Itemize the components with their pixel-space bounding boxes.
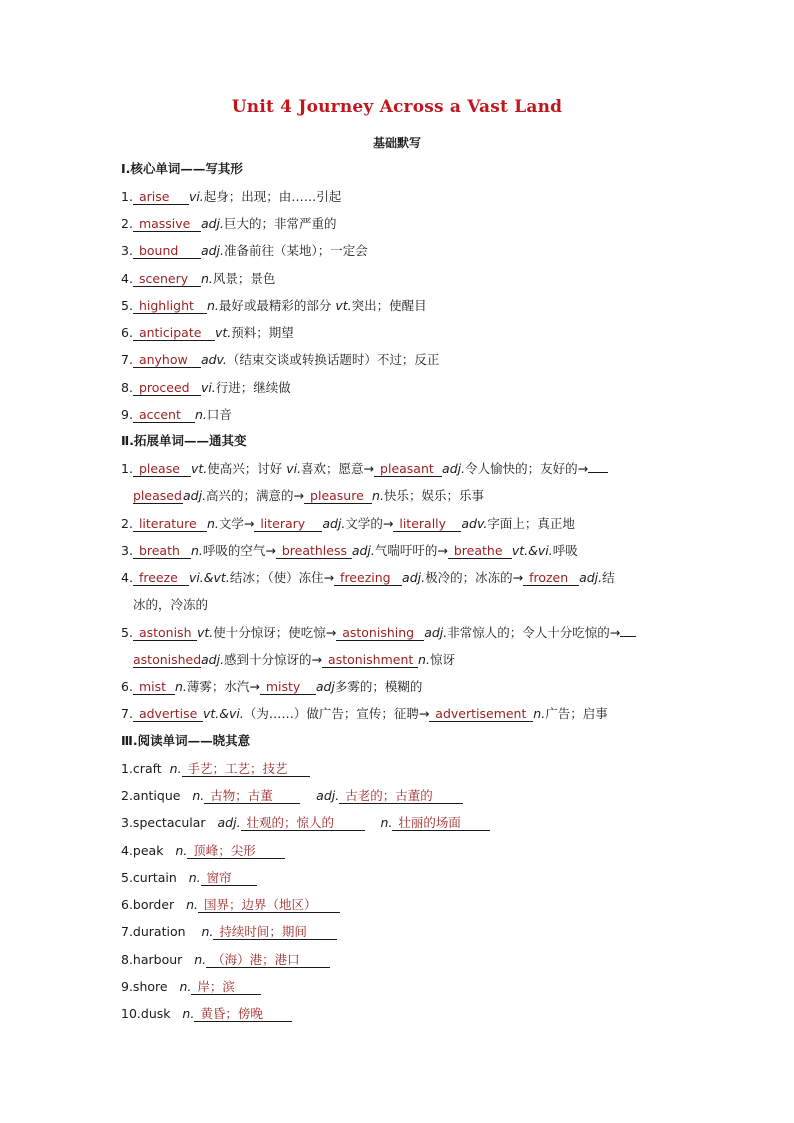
vocab-item: 5. highlight n.最好或最精彩的部分 vt.突出；使醒目 — [121, 298, 427, 313]
vocab-item: 6. anticipate vt.预料；期望 — [121, 325, 294, 340]
answer-blank: frozen — [523, 571, 579, 586]
word-family-item: 1. please vt.使高兴；讨好 vi.喜欢；愿意→ pleasant adj.令人愉快的；友好的→ — [121, 461, 608, 477]
reading-item: 1.craft n. 手艺；工艺；技艺 — [121, 761, 310, 777]
reading-item: 6.border n. 国界；边界（地区） — [121, 897, 340, 913]
reading-item: 8.harbour n. （海）港；港口 — [121, 952, 330, 968]
answer-blank — [620, 636, 636, 637]
section-heading-extended-words: Ⅱ.拓展单词——通其变 — [121, 433, 247, 448]
answer-blank: pleased — [133, 488, 182, 503]
answer-blank: 壮观的；惊人的 — [241, 816, 365, 831]
reading-item: 5.curtain n. 窗帘 — [121, 870, 257, 886]
word-family-item-continued: astonishedadj.感到十分惊讶的→ astonishment n.惊讶 — [133, 652, 455, 667]
answer-blank: anyhow — [133, 353, 201, 368]
answer-blank: 壮丽的场面 — [392, 816, 490, 831]
answer-blank: 古物；古董 — [204, 789, 300, 804]
answer-blank: bound — [133, 244, 201, 259]
word-family-item-continued: pleasedadj.高兴的；满意的→ pleasure n.快乐；娱乐；乐事 — [133, 488, 484, 503]
reading-item: 9.shore n. 岸；滨 — [121, 979, 261, 995]
reading-item: 4.peak n. 顶峰；尖形 — [121, 843, 285, 859]
answer-blank — [588, 472, 608, 473]
answer-blank: astonishment — [322, 653, 418, 668]
answer-blank: （海）港；港口 — [206, 953, 330, 968]
word-family-item: 4. freeze vi.&vt.结冰；（使）冻住→ freezing adj.极冷的；冰冻的→ frozen adj.结 — [121, 570, 615, 585]
answer-blank: astonishing — [336, 626, 424, 641]
answer-blank: advertise — [133, 707, 203, 722]
answer-blank: breathless — [276, 544, 352, 559]
page-title: Unit 4 Journey Across a Vast Land — [231, 97, 563, 117]
reading-item: 7.duration n. 持续时间；期间 — [121, 924, 337, 940]
reading-item: 2.antique n. 古物；古董 adj. 古老的；古董的 — [121, 788, 463, 804]
answer-blank: literary — [254, 517, 322, 532]
answer-blank: misty — [260, 680, 316, 695]
answer-blank: breathe — [448, 544, 512, 559]
section-heading-core-words: Ⅰ.核心单词——写其形 — [121, 161, 243, 176]
vocab-item: 1. arise vi.起身；出现；由……引起 — [121, 189, 342, 204]
answer-blank: accent — [133, 408, 195, 423]
reading-item: 10.dusk n. 黄昏；傍晚 — [121, 1006, 292, 1022]
answer-blank: astonish — [133, 626, 197, 641]
answer-blank: 窗帘 — [201, 871, 257, 886]
answer-blank: mist — [133, 680, 175, 695]
answer-blank: highlight — [133, 299, 207, 314]
answer-blank: massive — [133, 217, 201, 232]
answer-blank: pleasure — [304, 489, 372, 504]
answer-blank: 岸；滨 — [191, 980, 261, 995]
vocab-item: 4. scenery n.风景；景色 — [121, 271, 276, 286]
section-heading-reading-words: Ⅲ.阅读单词——晓其意 — [121, 733, 251, 748]
answer-blank: scenery — [133, 272, 201, 287]
page-subtitle: 基础默写 — [372, 136, 421, 150]
word-family-item: 7. advertise vt.&vi.（为……）做广告；宣传；征聘→ advertisement n.广告；启事 — [121, 706, 608, 721]
answer-blank: arise — [133, 190, 189, 205]
vocab-item: 9. accent n.口音 — [121, 407, 232, 422]
vocab-item: 8. proceed vi.行进；继续做 — [121, 380, 291, 395]
word-family-item: 3. breath n.呼吸的空气→ breathless adj.气喘吁吁的→ breathe vt.&vi.呼吸 — [121, 543, 578, 558]
answer-blank: freeze — [133, 571, 189, 586]
answer-blank: 古老的；古董的 — [339, 789, 463, 804]
answer-blank: please — [133, 462, 191, 477]
answer-blank: freezing — [334, 571, 402, 586]
reading-item: 3.spectacular adj. 壮观的；惊人的 n. 壮丽的场面 — [121, 815, 490, 831]
word-family-item: 2. literature n.文学→ literary adj.文学的→ literally adv.字面上；真正地 — [121, 516, 575, 531]
vocab-item: 2. massive adj.巨大的；非常严重的 — [121, 216, 337, 231]
answer-blank: pleasant — [374, 462, 442, 477]
answer-blank: proceed — [133, 381, 201, 396]
vocab-item: 3. bound adj.准备前往（某地）；一定会 — [121, 243, 368, 258]
answer-blank: 国界；边界（地区） — [198, 898, 340, 913]
answer-blank: 顶峰；尖形 — [187, 844, 285, 859]
answer-blank: 持续时间；期间 — [213, 925, 337, 940]
vocab-item: 7. anyhow adv.（结束交谈或转换话题时）不过；反正 — [121, 352, 440, 367]
answer-blank: breath — [133, 544, 191, 559]
answer-blank: literature — [133, 517, 207, 532]
answer-blank: astonished — [133, 652, 202, 667]
answer-blank: advertisement — [429, 707, 533, 722]
word-family-item: 6. mist n.薄雾；水汽→ misty adj多雾的；模糊的 — [121, 679, 423, 694]
answer-blank: anticipate — [133, 326, 215, 341]
answer-blank: literally — [393, 517, 461, 532]
answer-blank: 黄昏；傍晚 — [194, 1007, 292, 1022]
word-family-item: 5. astonish vt.使十分惊讶；使吃惊→ astonishing adj.非常惊人的；令人十分吃惊的→ — [121, 625, 636, 641]
answer-blank: 手艺；工艺；技艺 — [182, 762, 310, 777]
word-family-item-continued: 冰的，冷冻的 — [133, 597, 209, 612]
